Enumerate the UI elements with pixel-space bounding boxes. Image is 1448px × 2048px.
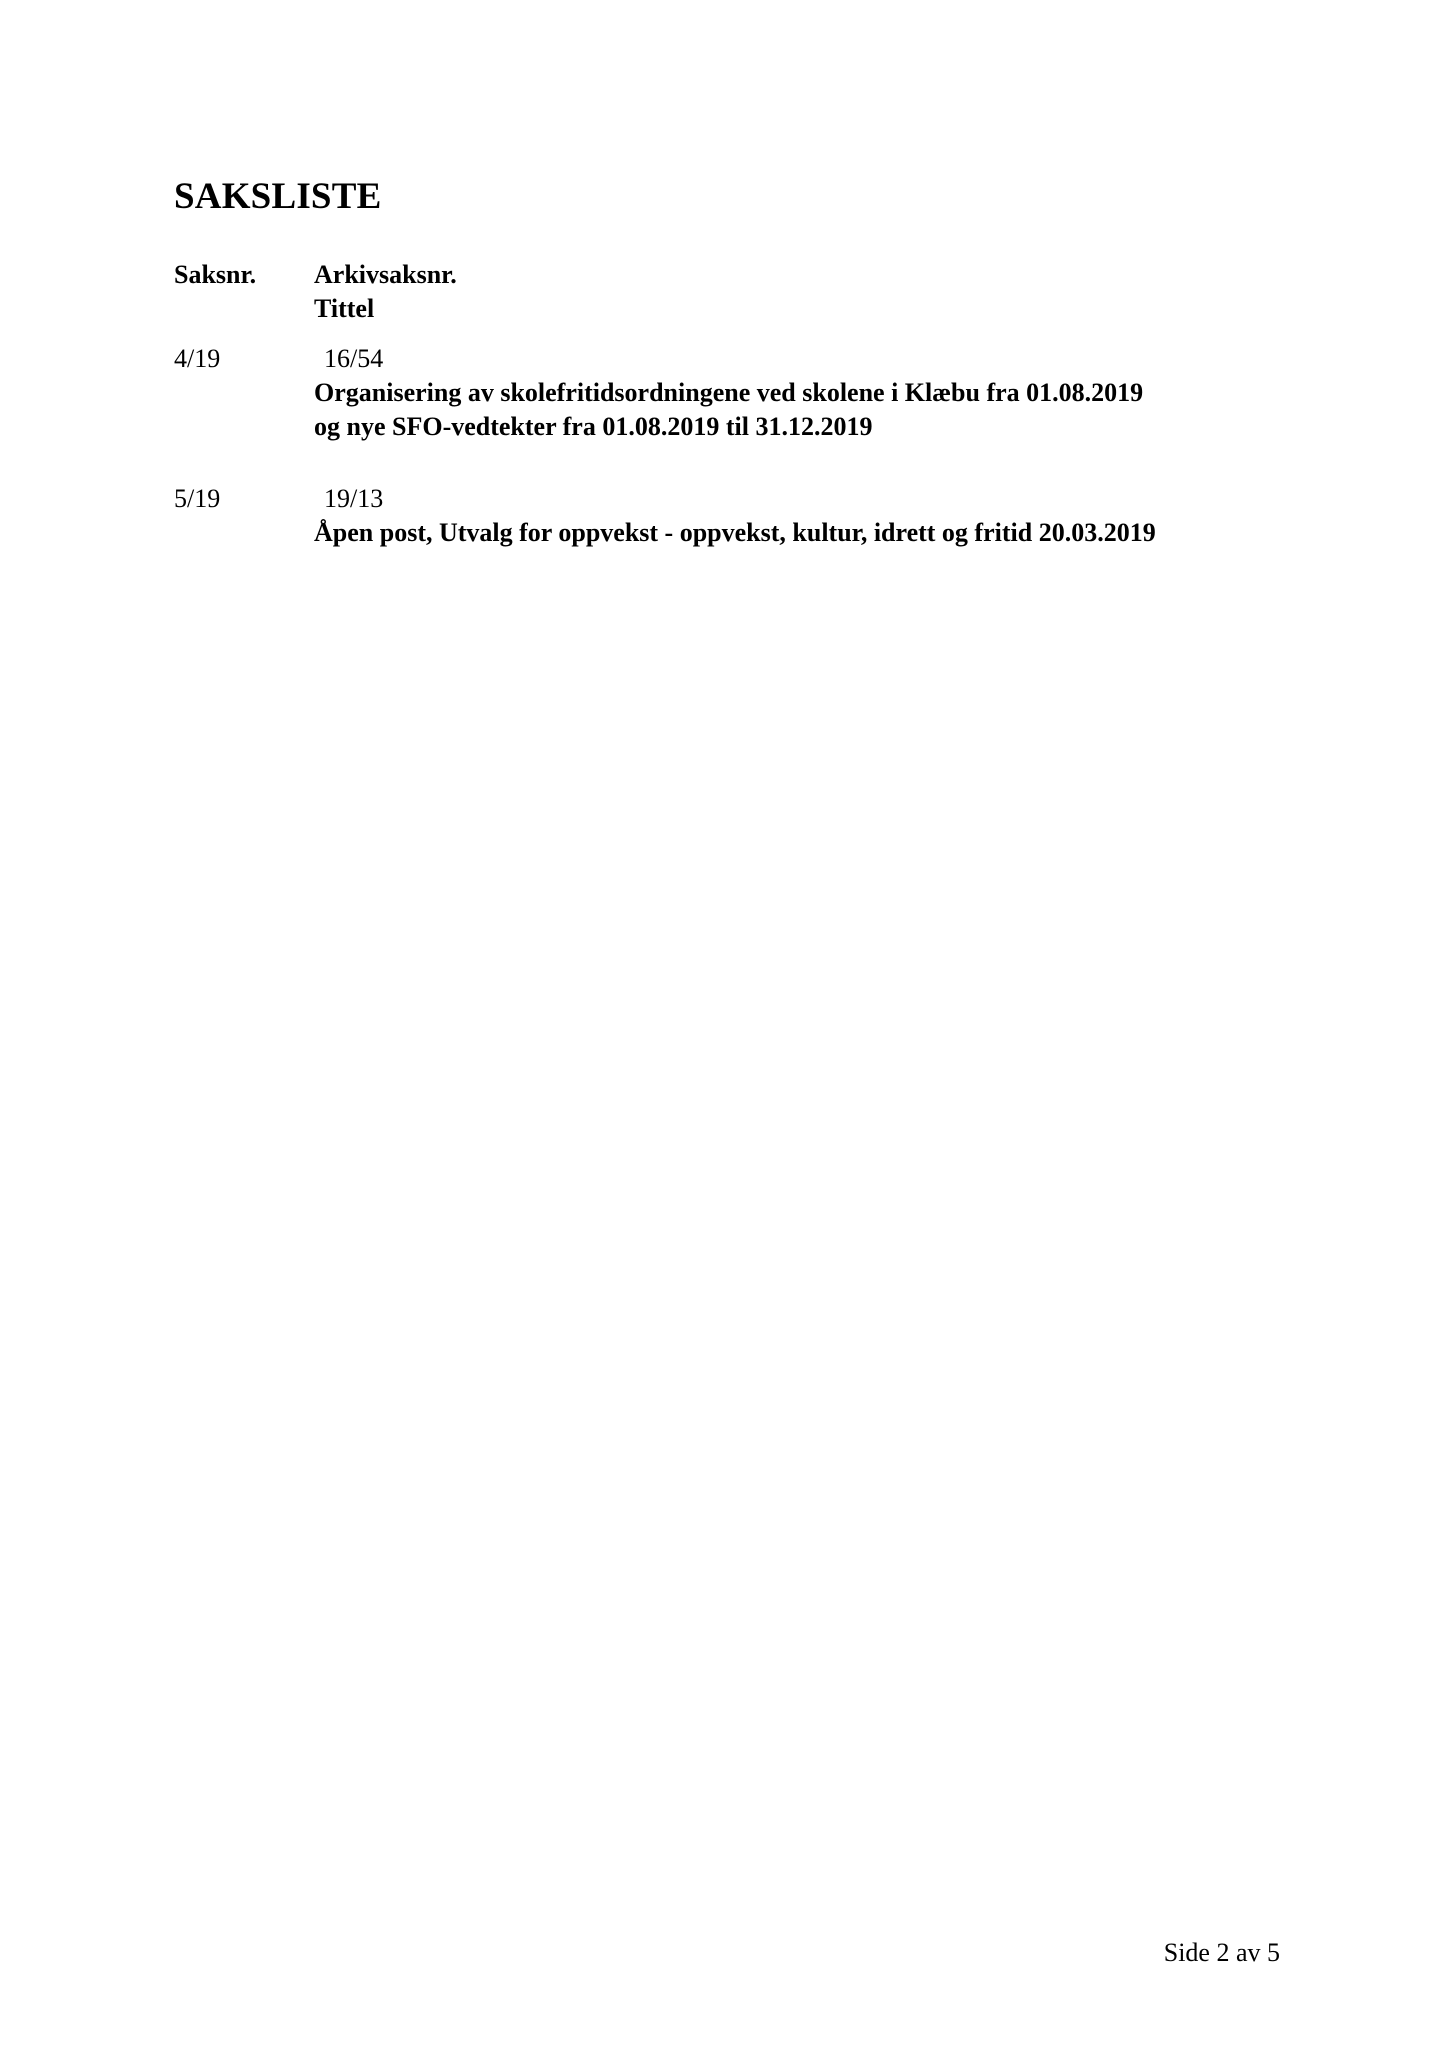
page-title: SAKSLISTE bbox=[174, 176, 382, 217]
column-header-arkivsaksnr: Arkivsaksnr. bbox=[314, 260, 457, 289]
case-title: Åpen post, Utvalg for oppvekst - oppvekst, kultur, idrett og fritid 20.03.2019 bbox=[314, 518, 1156, 547]
case-arkivsaksnr: 16/54 bbox=[324, 344, 384, 373]
case-saksnr: 4/19 bbox=[174, 344, 221, 373]
column-header-group bbox=[314, 258, 457, 326]
column-header-tittel: Tittel bbox=[314, 294, 375, 323]
case-body bbox=[314, 482, 1314, 550]
case-title: Organisering av skolefritidsordningene ved skolene i Klæbu fra 01.08.2019 og nye SFO-vedtekter fra 01.08.2019 til 31.12.2019 bbox=[314, 378, 1144, 441]
case-body bbox=[314, 342, 1314, 444]
case-saksnr: 5/19 bbox=[174, 484, 221, 513]
page-footer: Side 2 av 5 bbox=[1163, 1938, 1280, 1967]
case-arkivsaksnr: 19/13 bbox=[324, 484, 384, 513]
column-header-saksnr: Saksnr. bbox=[174, 260, 257, 289]
